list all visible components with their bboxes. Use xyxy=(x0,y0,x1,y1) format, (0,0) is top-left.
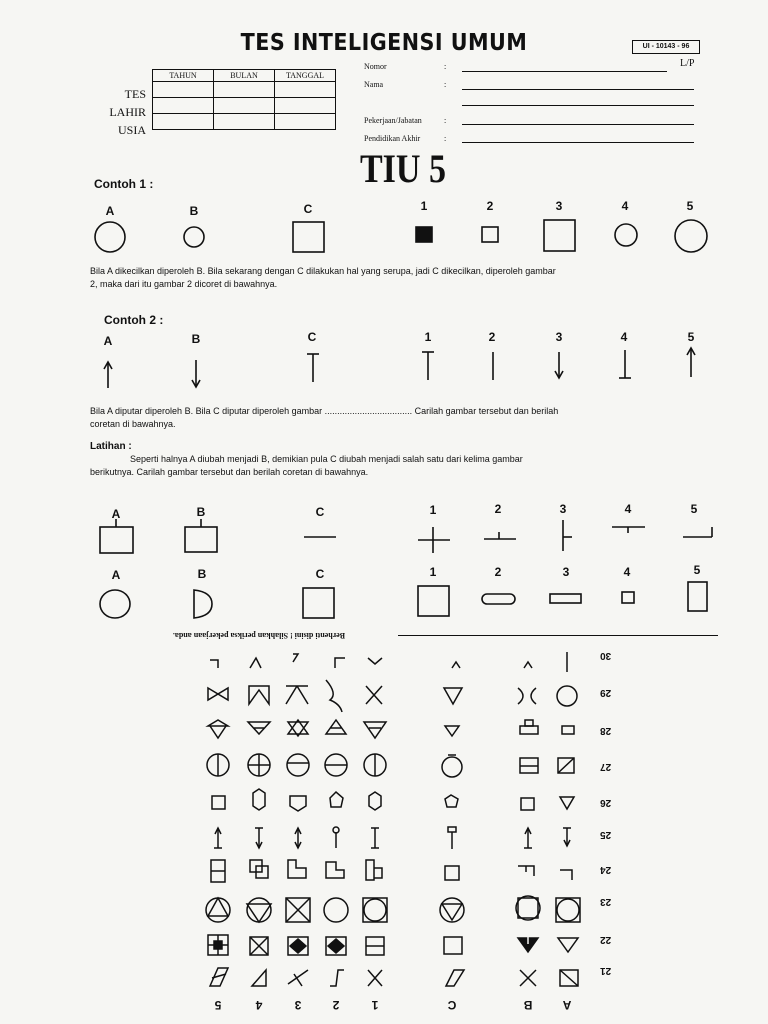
bottom-label-a: A xyxy=(562,998,572,1012)
q27-row xyxy=(207,754,574,777)
pr2-label-a: A xyxy=(111,568,121,582)
pr1-fig-1 xyxy=(418,527,450,553)
ex1-fig-a xyxy=(95,222,125,252)
q28-row xyxy=(208,720,574,738)
ex2-fig-3 xyxy=(555,352,563,378)
field-label-nama: Nama xyxy=(364,80,384,89)
ex1-label-a: A xyxy=(105,204,115,218)
pr1-label-a: A xyxy=(111,507,121,521)
ex2-fig-b xyxy=(192,360,200,387)
q23-row xyxy=(206,896,580,922)
pr1-fig-b xyxy=(185,519,217,552)
pekerjaan-line[interactable] xyxy=(462,124,694,125)
ex1-label-3: 3 xyxy=(555,199,563,213)
qnum-28: 28 xyxy=(600,725,612,736)
ex2-fig-a xyxy=(104,362,112,388)
example2-text: Bila A diputar diperoleh B. Bila C diputar diperoleh gambar ................................... Carilah gambar tersebut dan berilah coretan di bawahnya. xyxy=(90,406,559,429)
col-bulan: BULAN xyxy=(214,70,275,82)
ex2-fig-4 xyxy=(619,350,631,378)
qnum-25: 25 xyxy=(600,829,612,840)
pr1-fig-a xyxy=(100,519,133,553)
usia-tanggal-cell[interactable] xyxy=(275,114,336,130)
q30-row xyxy=(210,652,567,672)
q25-row xyxy=(214,827,571,849)
pr2-fig-b xyxy=(194,590,212,618)
qnum-26: 26 xyxy=(600,797,612,808)
practice-text: Seperti halnya A diubah menjadi B, demikian pula C diubah menjadi salah satu dari kelima gambar berikutnya. Carilah gambar tersebut dan berilah coretan di bawahnya. xyxy=(90,454,523,477)
q21-row xyxy=(210,968,578,986)
bottom-label-2: 2 xyxy=(332,998,340,1012)
pr1-label-4: 4 xyxy=(624,502,632,516)
pr2-label-5: 5 xyxy=(693,563,701,577)
pr2-fig-5 xyxy=(688,582,707,611)
pr2-fig-a xyxy=(100,590,130,618)
ex1-fig-b xyxy=(184,227,204,247)
lahir-tanggal-cell[interactable] xyxy=(275,98,336,114)
pr2-label-3: 3 xyxy=(562,565,570,579)
tes-tanggal-cell[interactable] xyxy=(275,82,336,98)
field-sep: : xyxy=(444,134,447,143)
question-grid xyxy=(190,648,610,1000)
pr2-fig-3 xyxy=(550,594,581,603)
bottom-label-1: 1 xyxy=(371,998,379,1012)
usia-tahun-cell[interactable] xyxy=(153,114,214,130)
col-tahun: TAHUN xyxy=(153,70,214,82)
pr1-fig-5 xyxy=(683,527,712,537)
col-tanggal: TANGGAL xyxy=(275,70,336,82)
pr2-fig-2 xyxy=(482,594,515,604)
ex1-label-b: B xyxy=(189,204,199,218)
ex1-fig-5 xyxy=(675,220,707,252)
ex2-label-a: A xyxy=(103,334,113,348)
bottom-label-3: 3 xyxy=(294,998,302,1012)
pr1-label-1: 1 xyxy=(429,503,437,517)
qnum-24: 24 xyxy=(600,864,612,875)
example1-text: Bila A dikecilkan diperoleh B. Bila sekarang dengan C dilakukan hal yang serupa, jadi C dikecilkan, diperoleh gambar 2, maka dari itu gambar 2 dicoret di bawahnya. xyxy=(90,266,556,289)
q24-row xyxy=(211,860,572,882)
ex2-label-b: B xyxy=(191,332,201,346)
nama-line-2[interactable] xyxy=(462,105,694,106)
ex1-label-5: 5 xyxy=(686,199,694,213)
row-label-tes: TES xyxy=(124,87,146,101)
example1-heading: Contoh 1 : xyxy=(94,177,154,191)
qnum-21: 21 xyxy=(600,965,612,976)
pr1-fig-3 xyxy=(563,520,572,551)
ex2-label-4: 4 xyxy=(620,330,628,344)
field-sep: : xyxy=(444,116,447,125)
pr1-label-b: B xyxy=(196,505,206,519)
subtest-title: TIU 5 xyxy=(360,146,446,191)
lahir-tahun-cell[interactable] xyxy=(153,98,214,114)
ex1-fig-4 xyxy=(615,224,637,246)
pr2-fig-1 xyxy=(418,586,449,616)
pr2-label-c: C xyxy=(315,567,325,581)
q22-row xyxy=(208,934,578,955)
ex1-label-c: C xyxy=(303,202,313,216)
tes-tahun-cell[interactable] xyxy=(153,82,214,98)
example2-figures xyxy=(0,342,768,397)
pr1-fig-4 xyxy=(612,527,645,533)
practice-row2-figures xyxy=(0,578,768,623)
stop-rule xyxy=(398,635,718,636)
pr2-label-b: B xyxy=(197,567,207,581)
ex2-label-c: C xyxy=(307,330,317,344)
bottom-label-4: 4 xyxy=(255,998,263,1012)
pr1-label-5: 5 xyxy=(690,502,698,516)
ex1-fig-2 xyxy=(482,227,498,242)
field-label-pekerjaan: Pekerjaan/Jabatan xyxy=(364,116,422,125)
ex1-fig-1 xyxy=(416,227,432,242)
pr2-label-4: 4 xyxy=(623,565,631,579)
pr1-label-2: 2 xyxy=(494,502,502,516)
field-sep: : xyxy=(444,80,447,89)
qnum-30: 30 xyxy=(600,650,612,661)
lahir-bulan-cell[interactable] xyxy=(214,98,275,114)
row-label-lahir: LAHIR xyxy=(109,105,146,119)
ex1-label-4: 4 xyxy=(621,199,629,213)
bottom-label-c: C xyxy=(447,998,457,1012)
row-label-usia: USIA xyxy=(117,123,146,137)
pr1-fig-2 xyxy=(484,532,516,539)
bottom-label-b: B xyxy=(523,998,533,1012)
qnum-29: 29 xyxy=(600,687,612,698)
ex1-fig-c xyxy=(293,222,324,252)
qnum-22: 22 xyxy=(600,934,612,945)
pr2-fig-c xyxy=(303,588,334,618)
ex1-label-1: 1 xyxy=(420,199,428,213)
ex2-label-2: 2 xyxy=(488,330,496,344)
ex1-fig-3 xyxy=(544,220,575,251)
qnum-23: 23 xyxy=(600,896,612,907)
pr2-label-2: 2 xyxy=(494,565,502,579)
example2-heading: Contoh 2 : xyxy=(104,313,164,327)
q29-row xyxy=(208,680,577,712)
field-sep: : xyxy=(444,62,447,71)
pendidikan-line[interactable] xyxy=(462,142,694,143)
bottom-label-5: 5 xyxy=(214,998,222,1012)
q26-row xyxy=(212,789,574,811)
nama-line[interactable] xyxy=(462,89,694,90)
qnum-27: 27 xyxy=(600,761,612,772)
pr2-label-1: 1 xyxy=(429,565,437,579)
field-label-pendidikan: Pendidikan Akhir xyxy=(364,134,421,143)
practice-row1-figures xyxy=(0,515,768,560)
test-title: TES INTELIGENSI UMUM xyxy=(240,30,528,56)
pr1-label-c: C xyxy=(315,505,325,519)
gender-label: L/P xyxy=(680,58,695,69)
tes-bulan-cell[interactable] xyxy=(214,82,275,98)
example1-figures xyxy=(0,215,768,260)
ex2-label-5: 5 xyxy=(687,330,695,344)
ex2-fig-1 xyxy=(422,352,434,380)
ex2-fig-5 xyxy=(687,348,695,377)
stop-text: Berhenti disini ! Silahkan periksa pekerjaan anda. xyxy=(172,631,346,640)
pr2-fig-4 xyxy=(622,592,634,603)
ex2-label-3: 3 xyxy=(555,330,563,344)
usia-bulan-cell[interactable] xyxy=(214,114,275,130)
form-code: UI - 10143 - 96 xyxy=(632,40,700,54)
ex1-label-2: 2 xyxy=(486,199,494,213)
ex2-label-1: 1 xyxy=(424,330,432,344)
nomor-line[interactable] xyxy=(462,71,667,72)
practice-heading: Latihan : xyxy=(90,441,132,452)
pr1-label-3: 3 xyxy=(559,502,567,516)
ex2-fig-c xyxy=(307,354,319,382)
field-label-nomor: Nomor xyxy=(364,62,387,71)
date-table xyxy=(152,69,336,130)
